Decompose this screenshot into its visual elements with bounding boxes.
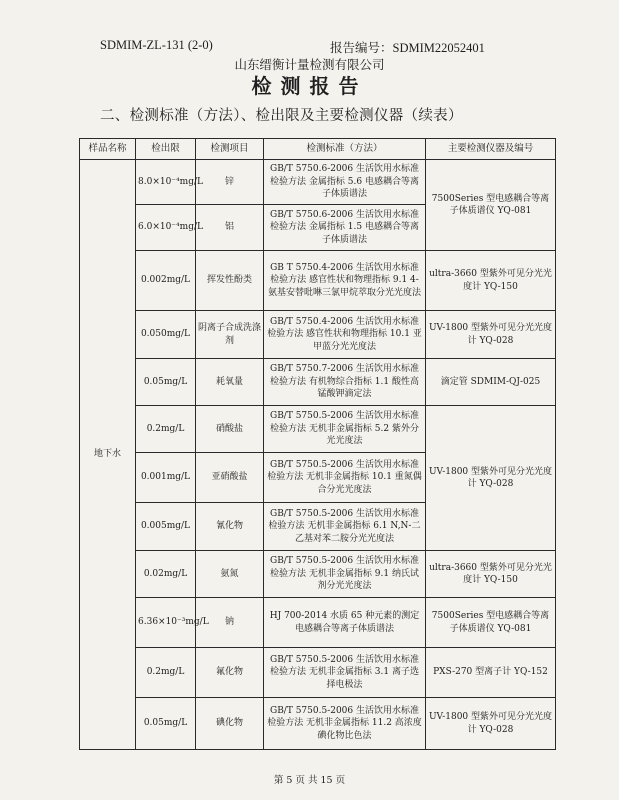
column-header: 样品名称 [80, 139, 136, 160]
limit-cell: 0.2mg/L [136, 648, 196, 698]
table-row [80, 406, 556, 453]
method-cell: GB/T 5750.5-2006 生活饮用水标准检验方法 无机非金属指标 3.1 离子选择电极法 [264, 648, 426, 698]
column-header: 检测项目 [196, 139, 264, 160]
report-title: 检测报告 [251, 74, 368, 98]
limit-cell: 0.001mg/L [136, 453, 196, 503]
company-name: 山东缙衡计量检测有限公司 [234, 57, 385, 72]
table-header-row [80, 139, 556, 160]
item-cell: 铝 [196, 205, 264, 251]
item-cell: 亚硝酸盐 [196, 453, 264, 503]
instrument-cell: UV-1800 型紫外可见分光光度计 YQ-028 [426, 406, 556, 551]
limit-cell: 0.2mg/L [136, 406, 196, 453]
table-row [80, 160, 556, 205]
item-cell: 硝酸盐 [196, 406, 264, 453]
method-cell: GB/T 5750.5-2006 生活饮用水标准检验方法 无机非金属指标 9.1 纳氏试剂分光光度法 [264, 551, 426, 598]
column-header: 主要检测仪器及编号 [426, 139, 556, 160]
instrument-cell: UV-1800 型紫外可见分光光度计 YQ-028 [426, 698, 556, 750]
item-cell: 碘化物 [196, 698, 264, 750]
limit-cell: 0.05mg/L [136, 359, 196, 406]
instrument-cell: UV-1800 型紫外可见分光光度计 YQ-028 [426, 311, 556, 359]
table-row [80, 698, 556, 750]
limit-cell: 6.0×10⁻⁴mg/L [136, 205, 196, 251]
item-cell: 氟化物 [196, 648, 264, 698]
method-cell: GB/T 5750.5-2006 生活饮用水标准检验方法 无机非金属指标 5.2 紫外分光光度法 [264, 406, 426, 453]
method-cell: GB/T 5750.7-2006 生活饮用水标准检验方法 有机物综合指标 1.1 酸性高锰酸钾滴定法 [264, 359, 426, 406]
item-cell: 阴离子合成洗涤剂 [196, 311, 264, 359]
section-title: 二、检测标准（方法）、检出限及主要检测仪器（续表） [100, 108, 463, 124]
instrument-cell: 7500Series 型电感耦合等离子体质谱仪 YQ-081 [426, 160, 556, 251]
report-number: 报告编号：SDMIM22052401 [330, 41, 485, 55]
table-row [80, 551, 556, 598]
page-number: 第 5 页 共 15 页 [273, 775, 346, 786]
limit-cell: 0.05mg/L [136, 698, 196, 750]
instrument-cell: PXS-270 型离子计 YQ-152 [426, 648, 556, 698]
item-cell: 氰化物 [196, 503, 264, 551]
limit-cell: 0.02mg/L [136, 551, 196, 598]
instrument-cell: ultra-3660 型紫外可见分光光度计 YQ-150 [426, 551, 556, 598]
limit-cell: 8.0×10⁻⁴mg/L [136, 160, 196, 205]
method-cell: GB/T 5750.5-2006 生活饮用水标准检验方法 无机非金属指标 6.1 N,N-二乙基对苯二胺分光光度法 [264, 503, 426, 551]
item-cell: 锌 [196, 160, 264, 205]
document-code: SDMIM-ZL-131 (2-0) [100, 38, 213, 52]
limit-cell: 0.005mg/L [136, 503, 196, 551]
limit-cell: 0.050mg/L [136, 311, 196, 359]
limit-cell: 0.002mg/L [136, 251, 196, 311]
item-cell: 钠 [196, 598, 264, 648]
method-cell: GB T 5750.4-2006 生活饮用水标准检验方法 感官性状和物理指标 9.1 4-氨基安替吡啉三氯甲烷萃取分光光度法 [264, 251, 426, 311]
method-cell: GB/T 5750.6-2006 生活饮用水标准检验方法 金属指标 5.6 电感耦合等离子体质谱法 [264, 160, 426, 205]
sample-name-cell: 地下水 [80, 160, 136, 750]
standards-table [79, 138, 556, 750]
table-row [80, 359, 556, 406]
method-cell: GB/T 5750.5-2006 生活饮用水标准检验方法 无机非金属指标 10.1 重氮偶合分光光度法 [264, 453, 426, 503]
column-header: 检出限 [136, 139, 196, 160]
limit-cell: 6.36×10⁻³mg/L [136, 598, 196, 648]
method-cell: GB/T 5750.5-2006 生活饮用水标准检验方法 无机非金属指标 11.2 高浓度碘化物比色法 [264, 698, 426, 750]
table-row [80, 251, 556, 311]
item-cell: 耗氧量 [196, 359, 264, 406]
method-cell: GB/T 5750.4-2006 生活饮用水标准检验方法 感官性状和物理指标 10.1 亚甲蓝分光光度法 [264, 311, 426, 359]
method-cell: GB/T 5750.6-2006 生活饮用水标准检验方法 金属指标 1.5 电感耦合等离子体质谱法 [264, 205, 426, 251]
table-row [80, 311, 556, 359]
item-cell: 挥发性酚类 [196, 251, 264, 311]
instrument-cell: 滴定管 SDMIM-QJ-025 [426, 359, 556, 406]
column-header: 检测标准（方法） [264, 139, 426, 160]
table-row [80, 648, 556, 698]
instrument-cell: ultra-3660 型紫外可见分光光度计 YQ-150 [426, 251, 556, 311]
instrument-cell: 7500Series 型电感耦合等离子体质谱仪 YQ-081 [426, 598, 556, 648]
table-row [80, 598, 556, 648]
item-cell: 氨氮 [196, 551, 264, 598]
method-cell: HJ 700-2014 水质 65 种元素的测定 电感耦合等离子体质谱法 [264, 598, 426, 648]
